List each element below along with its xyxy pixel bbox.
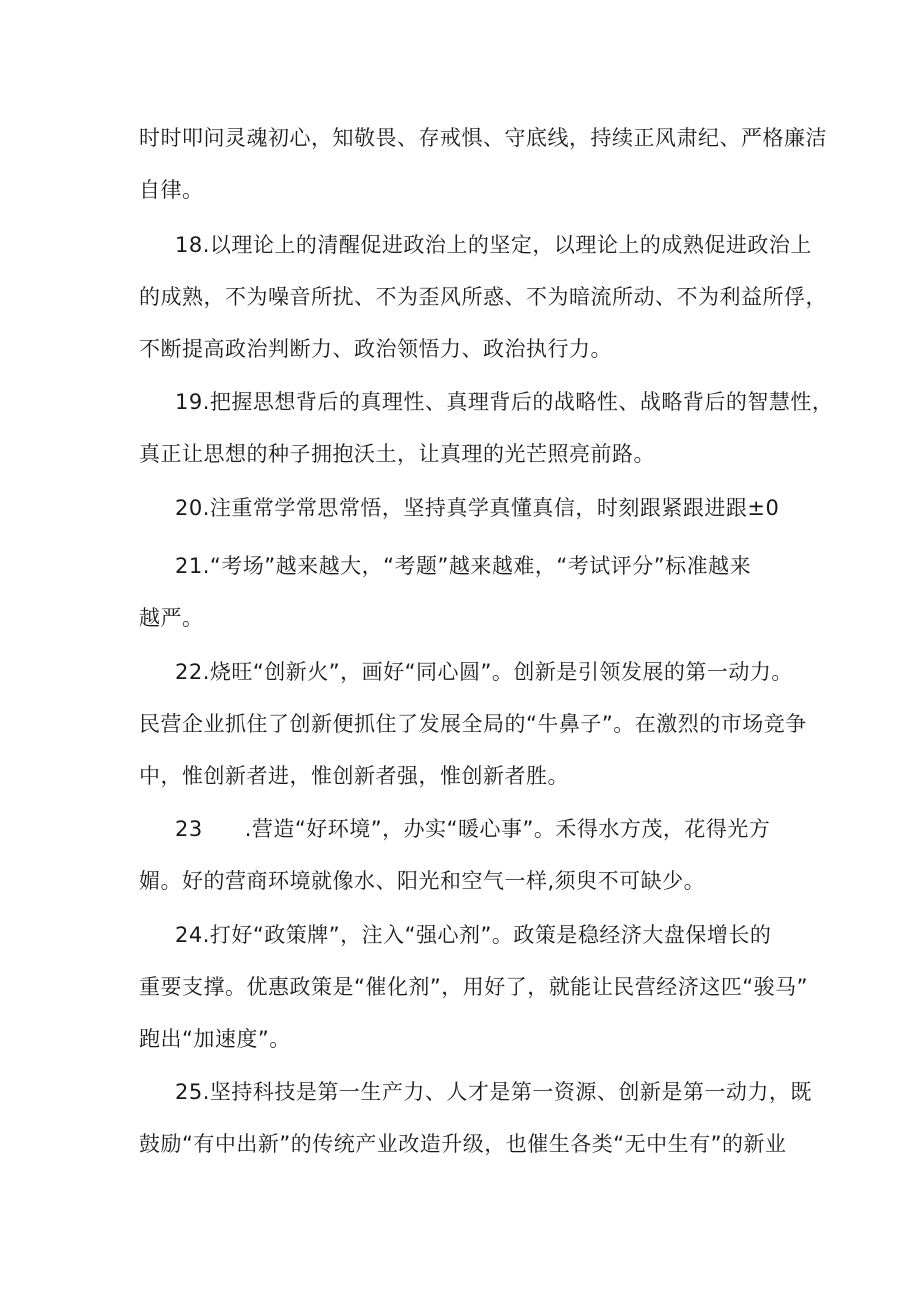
item-number: 18	[175, 233, 203, 257]
paragraph-24	[139, 909, 809, 1065]
text-line: 中，惟创新者进，惟创新者强，惟创新者胜。	[139, 764, 569, 788]
text-line: 自律。	[139, 178, 204, 202]
text-line: 重要支撑。优惠政策是“催化剂”，用好了，就能让民营经济这匹“骏马”	[139, 975, 809, 999]
text-line: 真正让思想的种子拥抱沃土，让真理的光芒照亮前路。	[139, 442, 655, 466]
paragraph-21	[139, 540, 799, 644]
text-line: .打好“政策牌”，注入“强心剂”。政策是稳经济大盘保增长的	[202, 923, 772, 947]
text-line: .“考场”越来越大，“考题”越来越难，“考试评分”标准越来	[202, 554, 752, 578]
item-number: 21	[175, 554, 203, 578]
paragraph-23	[139, 803, 799, 907]
text-line: .烧旺“创新火”，画好“同心圆”。创新是引领发展的第一动力。	[202, 660, 793, 684]
paragraph-20	[139, 482, 799, 534]
item-number: 22	[175, 660, 203, 684]
paragraph-22	[139, 646, 807, 802]
text-line: .以理论上的清醒促进政治上的坚定，以理论上的成熟促进政治上	[202, 233, 812, 257]
paragraph-25	[139, 1066, 812, 1170]
paragraph-17-continuation	[139, 112, 827, 216]
text-line: 时时叩问灵魂初心，知敬畏、存戒惧、守底线，持续正风肃纪、严格廉洁	[139, 126, 827, 150]
paragraph-18	[139, 219, 827, 375]
item-number: 25	[175, 1080, 203, 1104]
text-line: .坚持科技是第一生产力、人才是第一资源、创新是第一动力，既	[202, 1080, 812, 1104]
text-line: .营造“好环境”，办实“暖心事”。禾得水方茂，花得光方	[244, 817, 771, 841]
item-number: 23	[175, 817, 203, 841]
text-line: .注重常学常思常悟，坚持真学真懂真信，时刻跟紧跟进跟±0	[202, 496, 780, 520]
text-line: 鼓励“有中出新”的传统产业改造升级，也催生各类“无中生有”的新业	[139, 1132, 787, 1156]
item-number: 24	[175, 923, 203, 947]
text-line: 民营企业抓住了创新便抓住了发展全局的“牛鼻子”。在激烈的市场竞争	[139, 712, 807, 736]
text-line: 越严。	[139, 606, 204, 630]
text-line: 媚。好的营商环境就像水、阳光和空气一样,须臾不可缺少。	[139, 869, 706, 893]
text-line: .把握思想背后的真理性、真理背后的战略性、战略背后的智慧性，	[202, 390, 834, 414]
text-line: 跑出“加速度”。	[139, 1027, 291, 1051]
text-line: 的成熟，不为噪音所扰、不为歪风所惑、不为暗流所动、不为利益所俘，	[139, 285, 827, 309]
item-number: 20	[175, 496, 203, 520]
paragraph-19	[139, 376, 834, 480]
text-line: 不断提高政治判断力、政治领悟力、政治执行力。	[139, 337, 612, 361]
item-number: 19	[175, 390, 203, 414]
